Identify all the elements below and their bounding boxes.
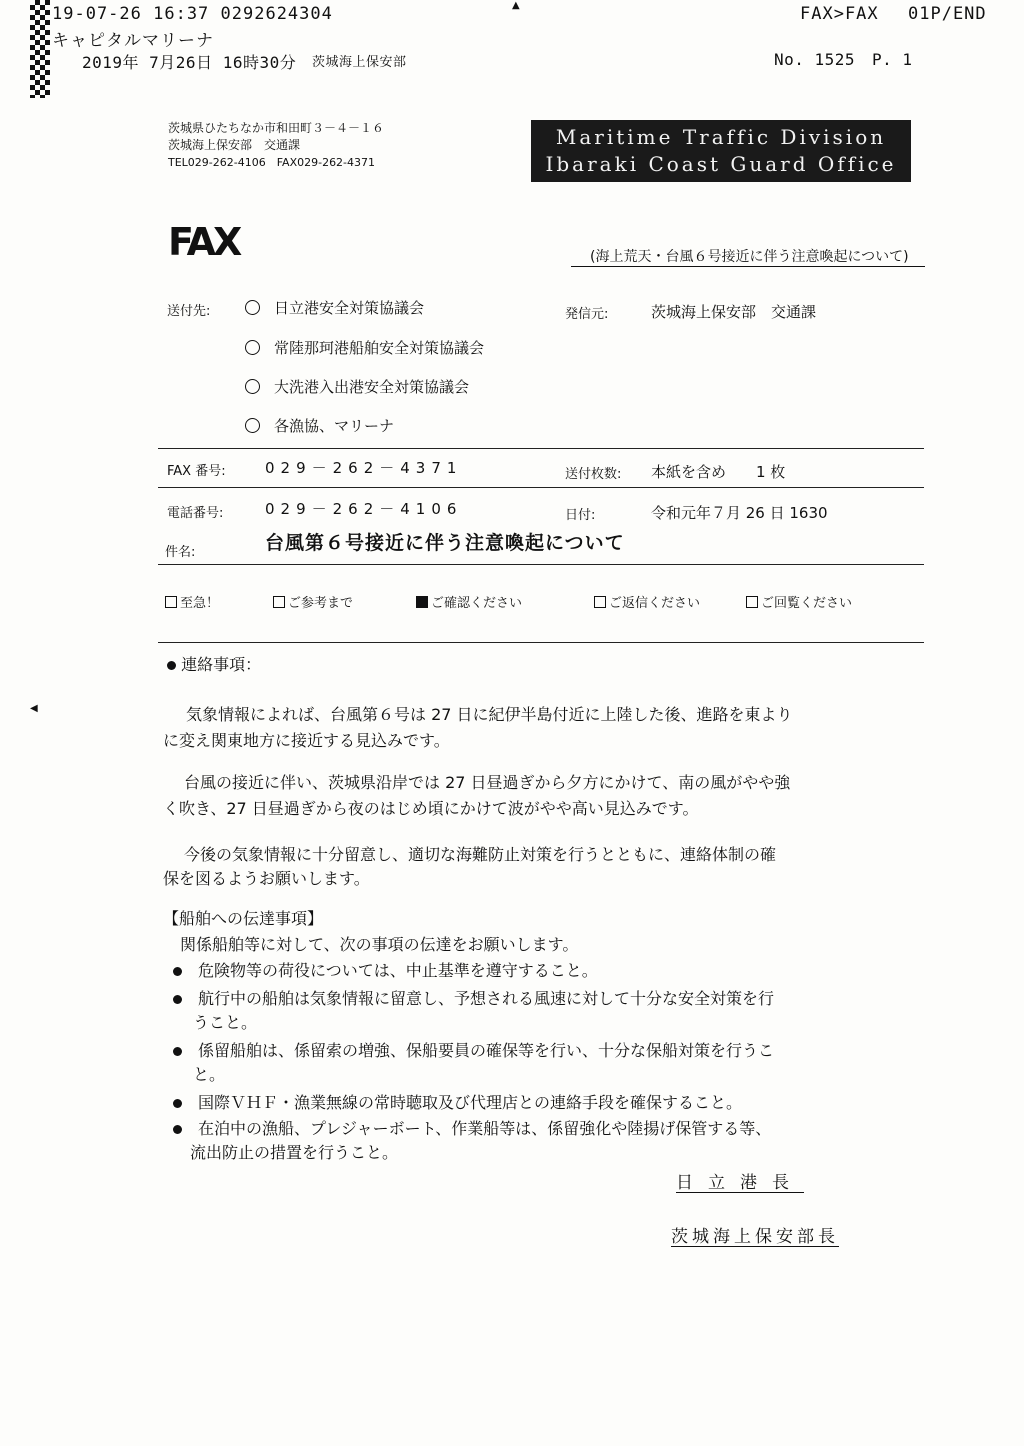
banner-line-1: Maritime Traffic Division [555,125,887,149]
sender-office: 茨城海上保安部 交通課 [168,138,301,152]
bullet-icon [173,967,182,976]
checkbox-label: 至急！ [180,596,220,611]
sender-contact: TEL029-262-4106 FAX029-262-4371 [168,156,376,169]
paragraph-line: く吹き、27 日昼過ぎから夜のはじめ頃にかけて波がやや高い見込みです。 [163,799,699,818]
fax-title: FAX [168,220,240,264]
to-label: 送付先: [167,304,211,319]
date-value: 令和元年７月 26 日 1630 [651,504,828,522]
from-label: 発信元: [565,307,609,322]
circle-icon [245,379,260,394]
checkbox-label: ご回覧ください [761,596,853,611]
form-divider [158,642,924,643]
item-text-continued: 流出防止の措置を行うこと。 [190,1143,399,1162]
receipt-number: No. 1525 [774,50,856,69]
recipient-item [245,337,484,358]
fax-header-timestamp: 19-07-26 16:37 0292624304 [52,4,333,24]
checkbox-label: ご確認ください [431,596,523,611]
checkbox-icon [594,596,606,608]
fax-header-checker-mark [30,0,50,98]
sheets-label: 送付枚数: [565,467,622,482]
item-text: 国際ＶＨＦ・漁業無線の常時聴取及び代理店との連絡手段を確保すること。 [198,1093,743,1112]
vessel-notice-heading: 【船舶への伝達事項】 [163,909,324,928]
top-marker-icon: ▲ [512,0,520,11]
checkbox-urgent [165,592,219,611]
recipient-label: 各漁協、マリーナ [274,417,395,435]
fax-header-pages: 01P/END [908,4,987,24]
left-marker-icon: ◀ [30,703,38,714]
bullet-icon [167,661,176,670]
recipient-item [245,376,469,397]
paragraph-line: 気象情報によれば、台風第６号は 27 日に紀伊半島付近に上陸した後、進路を東より [186,705,793,724]
checkbox-label: ご参考まで [288,596,354,611]
vessel-notice-item [173,1091,742,1115]
vessel-notice-item [173,959,598,983]
checkbox-icon [746,596,758,608]
notice-heading [167,653,261,677]
subject-reference-underline [571,266,925,267]
recipient-label: 日立港安全対策協議会 [274,299,425,317]
form-divider [158,564,924,565]
receipt-from-stamp: 茨城海上保安部 [312,55,407,70]
recipient-item [245,415,394,436]
vessel-notice-intro: 関係船舶等に対して、次の事項の伝達をお願いします。 [180,935,579,954]
signature-office-chief: 茨城海上保安部長 [671,1227,839,1247]
item-text-continued: うこと。 [193,1013,258,1032]
checkbox-icon [165,596,177,608]
vessel-notice-item [173,987,774,1011]
paragraph-line: 保を図るようお願いします。 [163,869,370,888]
sender-address: 茨城県ひたちなか市和田町３－４－１６ [168,121,385,135]
fax-number-label: FAX 番号: [167,464,226,479]
bullet-icon [173,995,182,1004]
vessel-notice-item [173,1117,771,1141]
subject-value: 台風第６号接近に伴う注意喚起について [265,532,625,554]
receipt-date-stamp: 2019年 7月26日 16時30分 [82,53,297,72]
subject-label: 件名: [165,545,196,560]
checkbox-label: ご返信ください [609,596,701,611]
bullet-icon [173,1047,182,1056]
form-divider [158,487,924,488]
vessel-notice-item [173,1039,774,1063]
recipient-label: 大洗港入出港安全対策協議会 [274,378,470,396]
tel-number-label: 電話番号: [167,506,224,521]
checkbox-icon [273,596,285,608]
paragraph-line: 今後の気象情報に十分留意し、適切な海難防止対策を行うとともに、連絡体制の確 [184,845,777,864]
item-text: 係留船舶は、係留索の増強、保船要員の確保等を行い、十分な保船対策を行うこ [198,1041,775,1060]
checkbox-reference [273,592,353,611]
from-value: 茨城海上保安部 交通課 [651,303,817,321]
item-text: 危険物等の荷役については、中止基準を遵守すること。 [198,961,598,980]
circle-icon [245,340,260,355]
sheets-value: 本紙を含め 1 枚 [651,463,786,481]
paragraph-line: に変え関東地方に接近する見込みです。 [163,731,450,750]
notice-heading-text: 連絡事項： [181,655,262,674]
checkbox-circulate [746,592,852,611]
form-divider [158,448,924,449]
recipient-label: 常陸那珂港船舶安全対策協議会 [274,339,485,357]
bullet-icon [173,1125,182,1134]
receipt-page: P. 1 [872,50,913,69]
circle-icon [245,418,260,433]
tel-number-value: 029－262－4106 [265,500,463,518]
fax-header-sender: キャピタルマリーナ [52,31,214,51]
division-banner [531,120,911,182]
circle-icon [245,300,260,315]
fax-number-value: 029－262－4371 [265,459,463,477]
item-text-continued: と。 [193,1065,226,1084]
item-text: 在泊中の漁船、プレジャーボート、作業船等は、係留強化や陸揚げ保管する等、 [198,1119,772,1138]
subject-reference: (海上荒天・台風６号接近に伴う注意喚起について) [590,249,909,265]
banner-line-2: Ibaraki Coast Guard Office [545,152,897,176]
item-text: 航行中の船舶は気象情報に留意し、予想される風速に対して十分な安全対策を行 [198,989,775,1008]
date-label: 日付: [565,508,596,523]
checkbox-reply [594,592,700,611]
recipient-item [245,297,424,318]
checkbox-checked-icon [416,596,428,608]
bullet-icon [173,1099,182,1108]
checkbox-confirm [416,592,522,611]
signature-port-master: 日立港長 [676,1173,804,1193]
paragraph-line: 台風の接近に伴い、茨城県沿岸では 27 日昼過ぎから夕方にかけて、南の風がやや強 [184,773,791,792]
fax-header-route: FAX>FAX [800,4,879,24]
